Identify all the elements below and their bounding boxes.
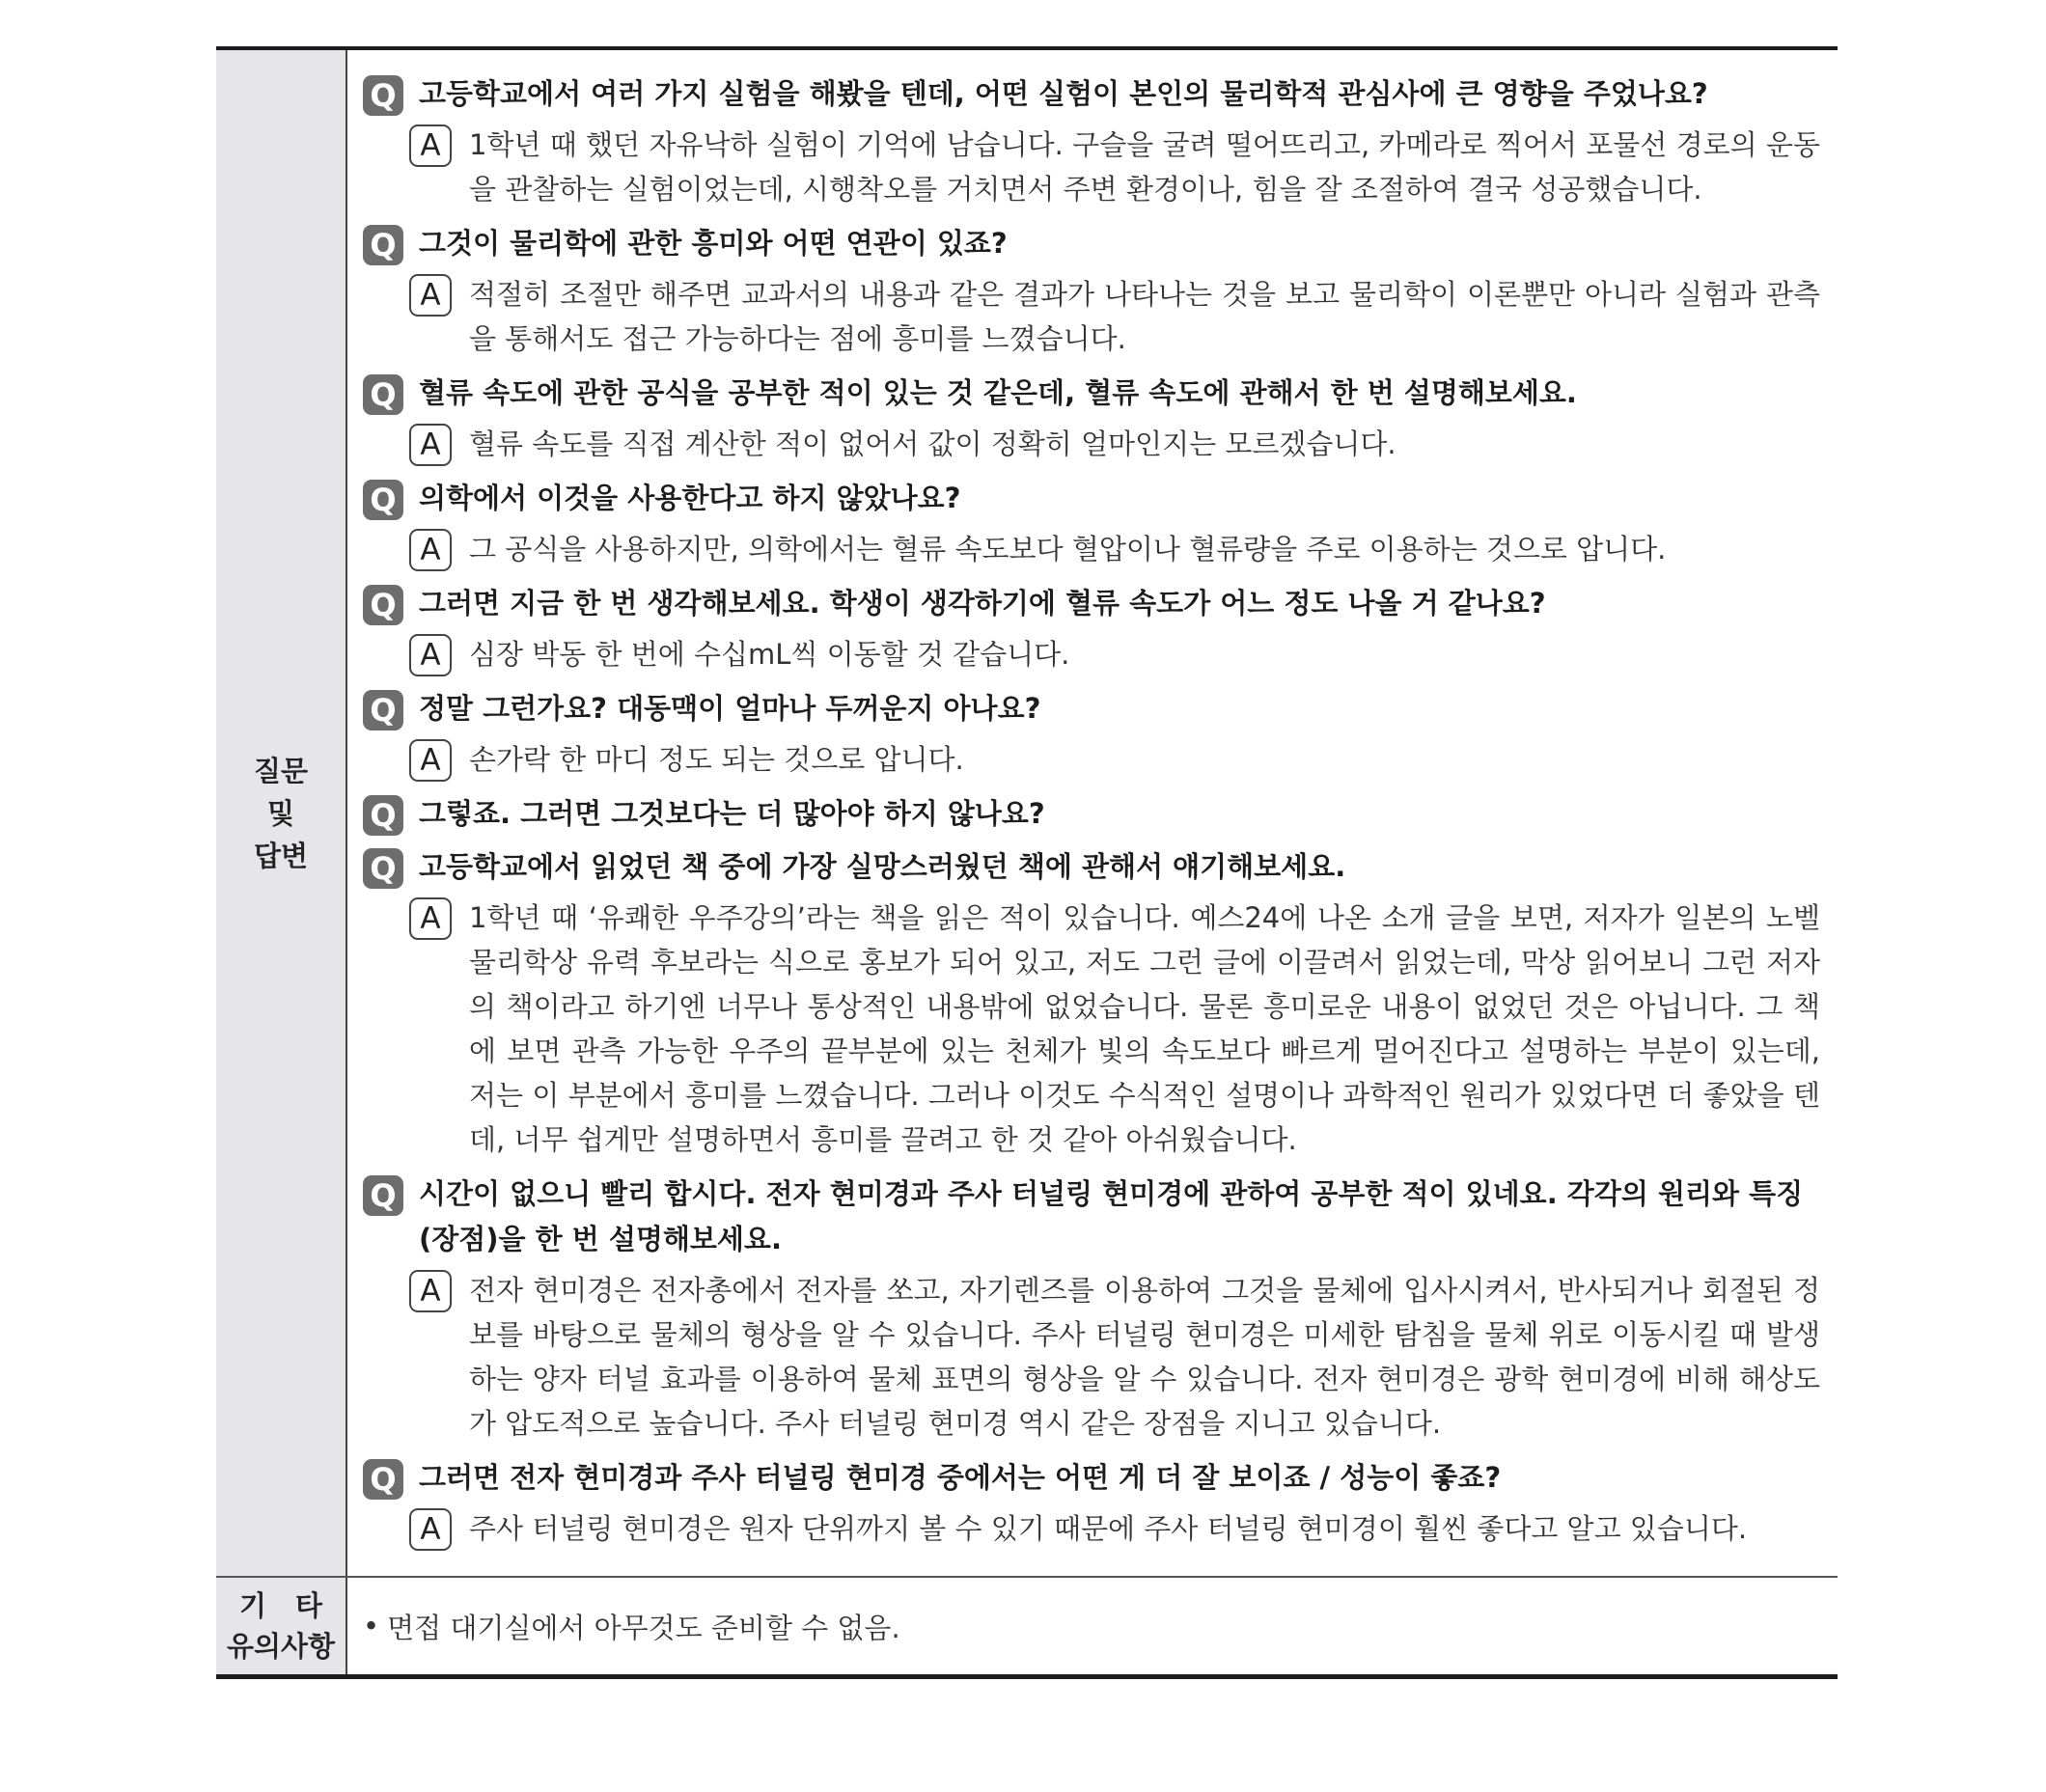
qa-row bbox=[216, 46, 1838, 1576]
answer-badge-icon: A bbox=[409, 424, 452, 466]
misc-row bbox=[216, 1576, 1838, 1674]
question-badge-icon: Q bbox=[363, 1175, 403, 1216]
question-badge-icon: Q bbox=[363, 480, 403, 520]
answer-badge-icon: A bbox=[409, 897, 452, 940]
answer-item bbox=[409, 737, 1820, 782]
answer-item bbox=[409, 632, 1820, 676]
answer-item bbox=[409, 1268, 1820, 1446]
question-item bbox=[363, 1172, 1820, 1262]
answer-item bbox=[409, 527, 1820, 571]
answer-badge-icon: A bbox=[409, 124, 452, 167]
answer-text: 그 공식을 사용하지만, 의학에서는 혈류 속도보다 혈압이나 혈류량을 주로 이용하는 것으로 압니다. bbox=[469, 533, 1667, 565]
question-text: 그러면 전자 현미경과 주사 터널링 현미경 중에서는 어떤 게 더 잘 보이죠 / 성능이 좋죠? bbox=[419, 1461, 1502, 1494]
question-text: 정말 그런가요? 대동맥이 얼마나 두꺼운지 아나요? bbox=[419, 692, 1041, 725]
question-text: 그렇죠. 그러면 그것보다는 더 많아야 하지 않나요? bbox=[419, 797, 1045, 830]
question-item bbox=[363, 581, 1820, 626]
answer-item bbox=[409, 1506, 1820, 1551]
question-text: 혈류 속도에 관한 공식을 공부한 적이 있는 것 같은데, 혈류 속도에 관해서 한 번 설명해보세요. bbox=[419, 376, 1577, 409]
misc-label-line: 유의사항 bbox=[226, 1630, 336, 1663]
question-badge-icon: Q bbox=[363, 75, 403, 116]
answer-badge-icon: A bbox=[409, 529, 452, 571]
question-badge-icon: Q bbox=[363, 848, 403, 889]
qa-label-line: 질문 bbox=[253, 754, 309, 787]
question-badge-icon: Q bbox=[363, 690, 403, 731]
qa-list bbox=[347, 50, 1838, 1576]
answer-text: 심장 박동 한 번에 수십mL씩 이동할 것 같습니다. bbox=[469, 638, 1070, 671]
question-badge-icon: Q bbox=[363, 225, 403, 265]
answer-badge-icon: A bbox=[409, 1508, 452, 1551]
answer-item bbox=[409, 272, 1820, 361]
question-text: 고등학교에서 읽었던 책 중에 가장 실망스러웠던 책에 관해서 얘기해보세요. bbox=[419, 850, 1346, 883]
answer-item bbox=[409, 123, 1820, 211]
question-text: 그러면 지금 한 번 생각해보세요. 학생이 생각하기에 혈류 속도가 어느 정도 나올 거 같나요? bbox=[419, 587, 1546, 620]
misc-label bbox=[216, 1578, 352, 1674]
question-item bbox=[363, 791, 1820, 837]
answer-badge-icon: A bbox=[409, 739, 452, 782]
answer-text: 적절히 조절만 해주면 교과서의 내용과 같은 결과가 나타나는 것을 보고 물리학이 이론뿐만 아니라 실험과 관측을 통해서도 접근 가능하다는 점에 흥미를 느꼈습니다. bbox=[469, 278, 1820, 355]
question-item bbox=[363, 844, 1820, 890]
question-badge-icon: Q bbox=[363, 795, 403, 836]
misc-note bbox=[347, 1578, 1838, 1674]
question-text: 의학에서 이것을 사용한다고 하지 않았나요? bbox=[419, 482, 961, 514]
qa-label bbox=[216, 50, 347, 1576]
bullet-icon: • bbox=[363, 1610, 380, 1642]
answer-badge-icon: A bbox=[409, 1270, 452, 1312]
misc-note-text: 면접 대기실에서 아무것도 준비할 수 없음. bbox=[387, 1611, 900, 1644]
question-item bbox=[363, 71, 1820, 117]
answer-item bbox=[409, 422, 1820, 466]
question-item bbox=[363, 221, 1820, 266]
answer-text: 주사 터널링 현미경은 원자 단위까지 볼 수 있기 때문에 주사 터널링 현미경이 훨씬 좋다고 알고 있습니다. bbox=[469, 1512, 1748, 1545]
answer-badge-icon: A bbox=[409, 274, 452, 317]
question-item bbox=[363, 1455, 1820, 1501]
question-text: 고등학교에서 여러 가지 실험을 해봤을 텐데, 어떤 실험이 본인의 물리학적 관심사에 큰 영향을 주었나요? bbox=[419, 77, 1708, 110]
question-badge-icon: Q bbox=[363, 1459, 403, 1500]
question-item bbox=[363, 476, 1820, 521]
answer-text: 손가락 한 마디 정도 되는 것으로 압니다. bbox=[469, 743, 964, 776]
answer-text: 1학년 때 했던 자유낙하 실험이 기억에 남습니다. 구슬을 굴려 떨어뜨리고, 카메라로 찍어서 포물선 경로의 운동을 관찰하는 실험이었는데, 시행착오를 거치면서 주변 환경이나, 힘을 잘 조절하여 결국 성공했습니다. bbox=[469, 128, 1820, 206]
answer-text: 1학년 때 ‘유쾌한 우주강의’라는 책을 읽은 적이 있습니다. 예스24에 나온 소개 글을 보면, 저자가 일본의 노벨 물리학상 유력 후보라는 식으로 홍보가 되어 있고, 저도 그런 글에 이끌려서 읽었는데, 막상 읽어보니 그런 저자의 책이라고 하기엔 너무나 통상적인 내용밖에 없었습니다. 물론 흥미로운 내용이 없었던 것은 아닙니다. 그 책에 보면 관측 가능한 우주의 끝부분에 있는 천체가 빛의 속도보다 빠르게 멀어진다고 설명하는 부분이 있는데, 저는 이 부분에서 흥미를 느꼈습니다. 그러나 이것도 수식적인 설명이나 과학적인 원리가 있었다면 더 좋았을 텐데, 너무 쉽게만 설명하면서 흥미를 끌려고 한 것 같아 아쉬웠습니다. bbox=[469, 901, 1820, 1156]
answer-badge-icon: A bbox=[409, 634, 452, 676]
qa-label-line: 및 bbox=[266, 796, 294, 830]
interview-table bbox=[216, 46, 1838, 1679]
question-badge-icon: Q bbox=[363, 585, 403, 625]
question-item bbox=[363, 371, 1820, 416]
question-badge-icon: Q bbox=[363, 374, 403, 415]
question-item bbox=[363, 686, 1820, 731]
answer-item bbox=[409, 896, 1820, 1162]
qa-label-line: 답변 bbox=[253, 839, 309, 872]
answer-text: 전자 현미경은 전자총에서 전자를 쏘고, 자기렌즈를 이용하여 그것을 물체에 입사시켜서, 반사되거나 회절된 정보를 바탕으로 물체의 형상을 알 수 있습니다. 주사 터널링 현미경은 미세한 탐침을 물체 위로 이동시킬 때 발생하는 양자 터널 효과를 이용하여 물체 표면의 형상을 알 수 있습니다. 전자 현미경은 광학 현미경에 비해 해상도가 압도적으로 높습니다. 주사 터널링 현미경 역시 같은 장점을 지니고 있습니다. bbox=[469, 1274, 1820, 1440]
question-text: 그것이 물리학에 관한 흥미와 어떤 연관이 있죠? bbox=[419, 227, 1008, 260]
table-bottom-rule bbox=[216, 1674, 1838, 1679]
answer-text: 혈류 속도를 직접 계산한 적이 없어서 값이 정확히 얼마인지는 모르겠습니다. bbox=[469, 427, 1396, 460]
misc-label-line: 기타 bbox=[238, 1589, 352, 1622]
question-text: 시간이 없으니 빨리 합시다. 전자 현미경과 주사 터널링 현미경에 관하여 공부한 적이 있네요. 각각의 원리와 특징(장점)을 한 번 설명해보세요. bbox=[419, 1177, 1804, 1255]
